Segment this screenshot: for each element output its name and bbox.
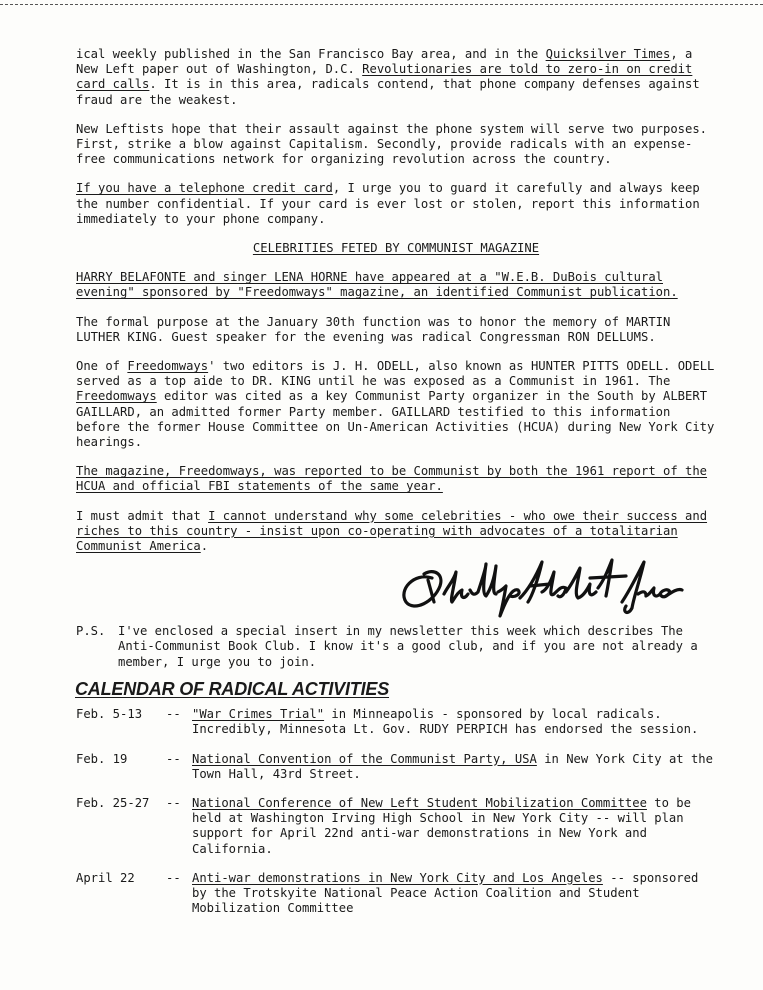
event-details: in New York City at the Town Hall, 43rd Street. xyxy=(192,751,713,781)
top-border-line xyxy=(0,4,763,5)
event-description xyxy=(192,752,716,782)
text-span: I must admit that xyxy=(76,508,209,523)
text-span: One of xyxy=(76,359,128,374)
paragraph-credit-card-warning xyxy=(76,181,716,227)
event-date: Feb. 19 xyxy=(76,751,128,766)
underlined-text: Revolutionaries are told to zero-in on credit card calls xyxy=(76,62,693,92)
text-span: , I urge you to guard it carefully and always keep the number confidential. If your card is ever lost or stolen, report this information immediately to your phone company. xyxy=(76,181,700,226)
event-description xyxy=(192,871,716,917)
event-dash: -- xyxy=(166,707,181,722)
paragraph-odell xyxy=(76,359,716,450)
underlined-text: Freedomways xyxy=(127,359,209,374)
event-title: "War Crimes Trial" xyxy=(192,707,325,722)
paragraph-belafonte-horne: HARRY BELAFONTE and singer LENA HORNE have appeared at a "W.E.B. DuBois cultural evening" sponsored by "Freedomways" magazine, an identified Communist publication. xyxy=(76,270,678,300)
event-date: Feb. 5-13 xyxy=(76,707,143,722)
event-dash: -- xyxy=(166,795,181,810)
newsletter-page xyxy=(76,47,716,930)
text-span: . xyxy=(200,539,209,554)
text-span: , a New Left paper out of Washington, D.C. xyxy=(76,47,693,77)
underlined-text: Freedomways xyxy=(76,389,157,404)
ps-label: P.S. xyxy=(76,624,106,639)
paragraph-new-leftists: New Leftists hope that their assault against the phone system will serve two purposes. First, strike a blow against Capitalism. Secondly, provide radicals with an expense-free communications network for organizing revolution across the country. xyxy=(76,121,708,167)
calendar-event xyxy=(76,796,716,857)
event-date: Feb. 25-27 xyxy=(76,795,150,810)
paragraph-freedomways-report: The magazine, Freedomways, was reported to be Communist by both the 1961 report of the HCUA and official FBI statements of the same year. xyxy=(76,464,708,494)
event-description xyxy=(192,707,716,737)
event-title: National Conference of New Left Student Mobilization Committee xyxy=(192,795,647,810)
underlined-text: I cannot understand why some celebrities - who owe their success and riches to this country - insist upon co-operating with advocates of a totalitarian Communist America xyxy=(76,508,708,554)
calendar-event xyxy=(76,752,716,782)
event-description xyxy=(192,796,716,857)
postscript xyxy=(76,624,716,670)
event-details: -- sponsored by the Trotskyite National Peace Action Coalition and Student Mobilization Committee xyxy=(192,870,699,916)
underlined-text: Quicksilver Times xyxy=(545,47,671,61)
text-span: ' two editors is J. H. ODELL, also known as HUNTER PITTS ODELL. ODELL served as a top aide to DR. KING until he was exposed as a Communist in 1961. The xyxy=(76,359,715,389)
paragraph-celebrities xyxy=(76,509,716,555)
event-dash: -- xyxy=(166,870,181,885)
event-date: April 22 xyxy=(76,870,135,885)
section-heading: CELEBRITIES FETED BY COMMUNIST MAGAZINE xyxy=(252,241,540,256)
underlined-text: If you have a telephone credit card xyxy=(76,181,333,196)
event-details: in Minneapolis - sponsored by local radicals. Incredibly, Minnesota Lt. Gov. RUDY PERPICH has endorsed the session. xyxy=(192,707,699,737)
event-details: to be held at Washington Irving High School in New York City -- will plan support for April 22nd anti-war demonstrations in New York and California. xyxy=(192,795,691,856)
handwritten-signature xyxy=(394,550,684,620)
calendar-event xyxy=(76,871,716,917)
ps-text: I've enclosed a special insert in my newsletter this week which describes The Anti-Communist Book Club. I know it's a good club, and if you are not already a member, I urge you to join. xyxy=(118,624,698,669)
event-title: Anti-war demonstrations in New York City and Los Angeles xyxy=(192,870,603,885)
event-title: National Convention of the Communist Party, USA xyxy=(192,751,537,766)
text-span: . It is in this area, radicals contend, that phone company defenses against fraud are the weakest. xyxy=(76,77,700,107)
text-span: ical weekly published in the San Francisco Bay area, and in the xyxy=(76,47,546,61)
paragraph-quicksilver xyxy=(76,47,716,108)
calendar-title: CALENDAR OF RADICAL ACTIVITIES xyxy=(75,678,390,699)
signature-area xyxy=(76,550,716,620)
calendar-event xyxy=(76,707,716,737)
text-span: editor was cited as a key Communist Party organizer in the South by ALBERT GAILLARD, an admitted former Party member. GAILLARD testified to this information before the former House Committee on Un-American Activities (HCUA) during New York City hearings. xyxy=(76,389,715,450)
event-dash: -- xyxy=(166,751,181,766)
paragraph-formal-purpose: The formal purpose at the January 30th function was to honor the memory of MARTIN LUTHER KING. Guest speaker for the evening was radical Congressman RON DELLUMS. xyxy=(76,314,671,344)
